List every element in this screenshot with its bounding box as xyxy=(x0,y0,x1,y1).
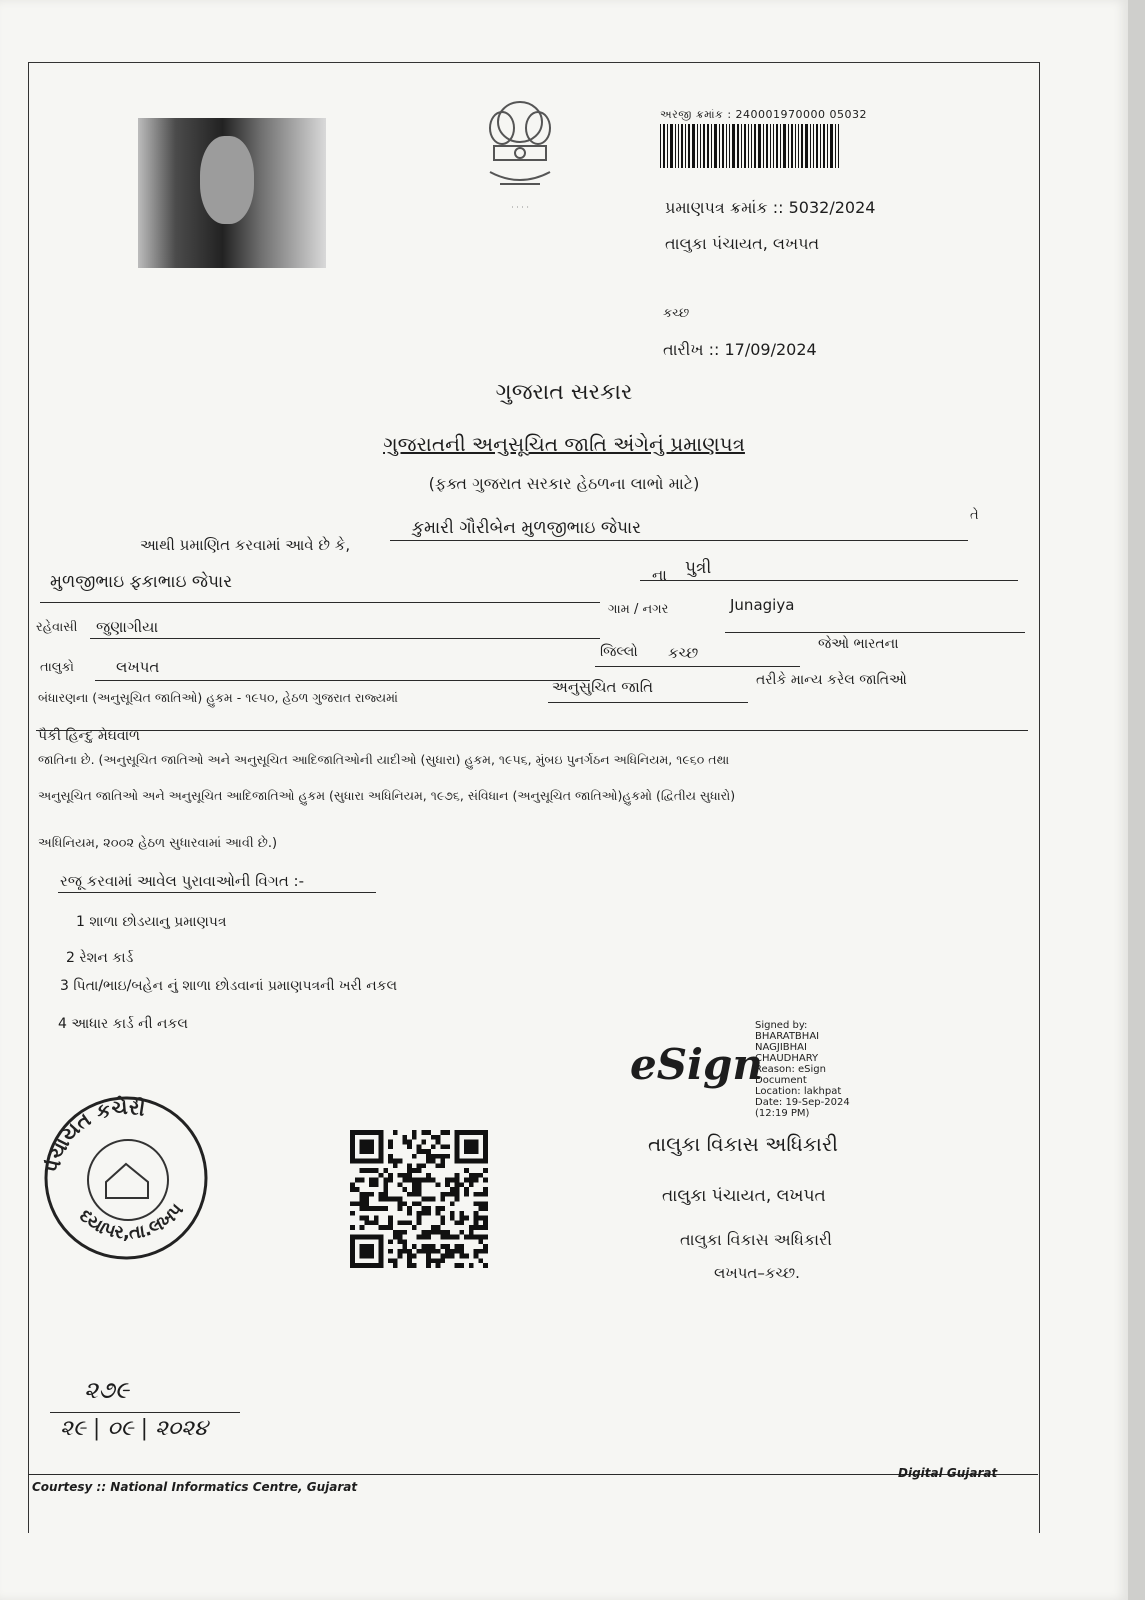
footer-digital-gujarat: Digital Gujarat xyxy=(898,1466,998,1480)
digital-signature-block: Signed by: BHARATBHAI NAGJIBHAI CHAUDHARY Reason: eSign Document Location: lakhpat Date: 19-Sep-2024 (12:19 PM) xyxy=(755,1020,850,1119)
legal-text-line-2: અનુસૂચિત જાતિઓ અને અનુસૂચિત આદિજાતિઓ હુકમ (સુધારા અધિનિયમ, ૧૯૭૬, સંવિધાન (અનુસૂચિત જાતિઓ)હુકમો (દ્વિતીય સુધારો) xyxy=(38,788,736,803)
name-suffix: તે xyxy=(970,508,979,523)
legal-text-line-1: જાતિના છે. (અનુસૂચિત જાતિઓ અને અનુસૂચિત આદિજાતિઓની યાદીઓ (સુધારા) હુકમ, ૧૯૫૬, મુંબઇ પુનર્ગઠન અધિનિયમ, ૧૯૬૦ તથા xyxy=(38,752,730,767)
village-label: ગામ / નગર xyxy=(608,602,669,617)
certificate-title: ગુજરાતની અનુસૂચિત જાતિ અંગેનું પ્રમાણપત્ર xyxy=(383,432,745,456)
district-value: કચ્છ xyxy=(668,644,699,662)
caste-category: અનુસુચિત જાતિ xyxy=(552,678,654,696)
legal-text-line-3: અધિનિયમ, ૨૦૦૨ હેઠળ સુધારવામાં આવી છે.) xyxy=(38,836,278,851)
relation-prefix: ના xyxy=(652,566,667,584)
relation: પુત્રી xyxy=(685,558,712,578)
barcode xyxy=(660,124,882,168)
recognized-label: તરીકે માન્ય કરેલ જાતિઓ xyxy=(756,672,907,688)
order-text: બંધારણના (અનુસૂચિત જાતિઓ) હુકમ - ૧૯૫૦, હેઠળ ગુજરાત રાજ્યમાં xyxy=(38,690,398,705)
evidence-heading: રજૂ કરવામાં આવેલ પુરાવાઓની વિગત :- xyxy=(60,872,305,890)
national-emblem-icon xyxy=(470,92,570,218)
handwritten-number: ૨૭૯ xyxy=(84,1376,129,1404)
qr-code xyxy=(348,1130,490,1268)
handwritten-date: ૨૯ | ૦૯ | ૨૦૨૪ xyxy=(60,1416,208,1441)
issuing-office: તાલુકા પંચાયત, લખપત xyxy=(665,234,820,253)
resident-label: રહેવાસી xyxy=(36,620,78,635)
certify-label: આથી પ્રમાણિત કરવામાં આવે છે કે, xyxy=(140,536,351,554)
evidence-item-2: 2 રેશન કાર્ડ xyxy=(66,950,134,966)
officer-office: તાલુકા પંચાયત, લખપત xyxy=(662,1186,826,1206)
stamp-line-1: તાલુકા વિકાસ અધિકારી xyxy=(680,1230,832,1249)
district-label: જિલ્લો xyxy=(600,644,638,660)
taluka-value: લખપત xyxy=(116,658,160,676)
svg-text:· · · ·: · · · · xyxy=(511,203,529,212)
barcode-number: અરજી ક્રમાંક : 240001970000 05032 xyxy=(660,108,867,121)
esign-logo: eSign xyxy=(630,1040,763,1089)
issue-date: તારીખ :: 17/09/2024 xyxy=(663,340,817,359)
page-edge xyxy=(1128,0,1145,1600)
evidence-item-1: 1 શાળા છોડયાનુ પ્રમાણપત્ર xyxy=(76,914,227,930)
resident-value: જુણાગીયા xyxy=(96,618,159,636)
village-value: Junagiya xyxy=(730,596,795,614)
indian-label: જેઓ ભારતના xyxy=(818,636,899,652)
holder-name: કુમારી ગૌરીબેન મુળજીભાઇ જેપાર xyxy=(412,518,641,538)
caste-name: પૈકી હિન્દુ મેઘવાળ xyxy=(38,728,140,744)
stamp-line-2: લખપત–કચ્છ. xyxy=(714,1264,800,1282)
certificate-number: પ્રમાણપત્ર ક્રમાંક :: 5032/2024 xyxy=(665,198,876,217)
seal-top-text: પંચાયત કચેરી xyxy=(39,1094,147,1176)
certificate-note: (ફક્ત ગુજરાત સરકાર હેઠળના લાભો માટે) xyxy=(428,474,700,493)
panchayat-seal xyxy=(36,1082,216,1262)
taluka-label: તાલુકો xyxy=(40,660,75,675)
government-title: ગુજરાત સરકાર xyxy=(495,380,633,405)
issuing-district: કચ્છ xyxy=(663,306,690,321)
evidence-item-4: 4 આધાર કાર્ડ ની નકલ xyxy=(58,1016,188,1032)
applicant-photo xyxy=(138,118,326,268)
officer-title: તાલુકા વિકાસ અધિકારી xyxy=(648,1132,838,1156)
parent-name: મુળજીભાઇ ફકાભાઇ જેપાર xyxy=(50,572,232,592)
footer-courtesy: Courtesy :: National Informatics Centre, Gujarat xyxy=(32,1480,358,1494)
evidence-item-3: 3 પિતા/ભાઇ/બહેન નું શાળા છોડવાનાં પ્રમાણપત્રની ખરી નકલ xyxy=(60,978,398,994)
seal-bottom-text: દયાપર,તા.લખપ xyxy=(74,1199,188,1244)
